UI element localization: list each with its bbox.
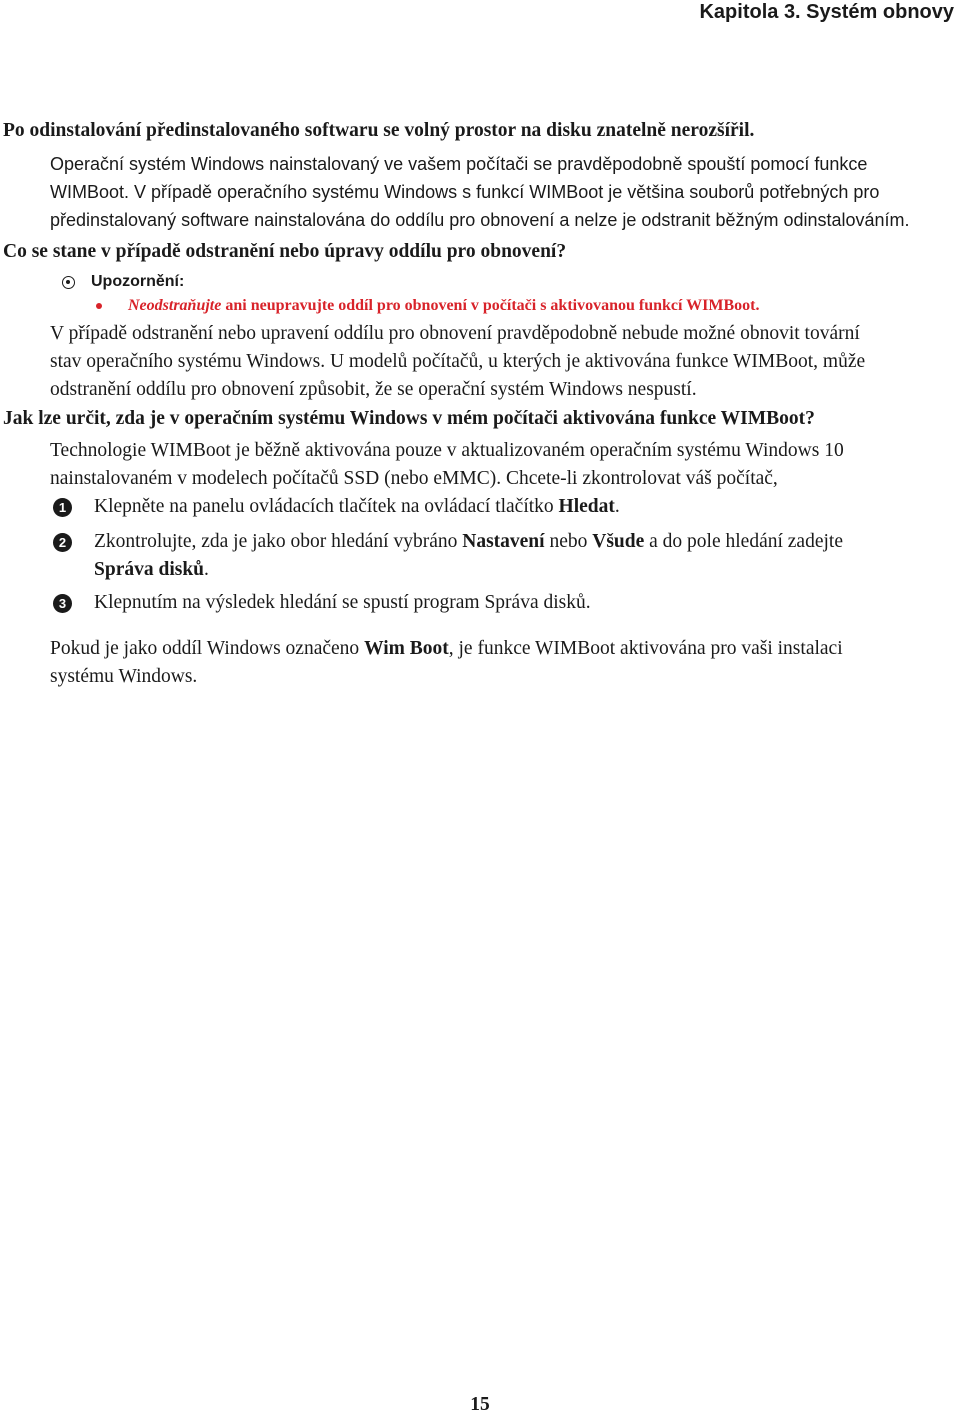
step-text-bold: Hledat bbox=[558, 496, 615, 517]
paragraph-line: stav operačního systému Windows. U modelů počítačů, u kterých je aktivována funkce WIMBoot, může bbox=[50, 351, 866, 372]
step-text-part: Klepněte na panelu ovládacích tlačítek na ovládací tlačítko bbox=[94, 496, 559, 517]
notice-title: Upozornění: bbox=[91, 273, 185, 290]
page-number: 15 bbox=[470, 1394, 490, 1415]
paragraph-line: WIMBoot. V případě operačního systému Windows s funkcí WIMBoot je většina souborů potřebných pro bbox=[50, 182, 880, 202]
paragraph-wimboot-result bbox=[50, 635, 950, 691]
step-number-2: 2 bbox=[53, 533, 72, 552]
step-text-part: nebo bbox=[544, 531, 593, 552]
warning-emphasis: Neodstraňujte bbox=[128, 297, 222, 314]
step-text bbox=[94, 528, 843, 584]
paragraph-line: systému Windows. bbox=[50, 666, 198, 687]
paragraph-text-part: Pokud je jako oddíl Windows označeno bbox=[50, 638, 365, 659]
warning-item bbox=[96, 294, 760, 318]
chapter-header: Kapitola 3. Systém obnovy bbox=[699, 1, 954, 23]
bullet-icon bbox=[96, 303, 102, 309]
step-number-3: 3 bbox=[53, 594, 72, 613]
paragraph-wimboot-check bbox=[50, 437, 950, 493]
step-number-1: 1 bbox=[53, 498, 72, 517]
paragraph-line: Technologie WIMBoot je běžně aktivována pouze v aktualizovaném operačním systému Windows 10 bbox=[50, 440, 844, 461]
step-text-part: Zkontrolujte, zda je jako obor hledání vybráno bbox=[94, 531, 463, 552]
paragraph-line: Operační systém Windows nainstalovaný ve vašem počítači se pravděpodobně spouští pomocí funkce bbox=[50, 154, 868, 174]
step-text-bold: Všude bbox=[592, 531, 645, 552]
notice-icon bbox=[62, 276, 75, 289]
step-text-bold: Nastavení bbox=[462, 531, 545, 552]
paragraph-text-part: , je funkce WIMBoot aktivována pro vaši instalaci bbox=[448, 638, 843, 659]
paragraph-consequences bbox=[50, 320, 950, 404]
warning-text bbox=[128, 297, 760, 315]
notice-header bbox=[62, 270, 184, 294]
step-text-part: a do pole hledání zadejte bbox=[644, 531, 843, 552]
warning-rest: ani neupravujte oddíl pro obnovení v počítači s aktivovanou funkcí WIMBoot. bbox=[221, 297, 760, 314]
step-text-bold: Správa disků bbox=[94, 559, 205, 580]
question-heading-2: Co se stane v případě odstranění nebo úpravy oddílu pro obnovení? bbox=[3, 241, 567, 262]
step-text bbox=[94, 493, 620, 521]
paragraph-bold: Wim Boot bbox=[364, 638, 449, 659]
question-heading-3: Jak lze určit, zda je v operačním systému Windows v mém počítači aktivována funkce WIMBoot? bbox=[3, 408, 815, 429]
paragraph-line: odstranění oddílu pro obnovení způsobit, že se operační systém Windows nespustí. bbox=[50, 379, 697, 400]
step-text-part: . bbox=[614, 496, 620, 517]
step-text-part: . bbox=[204, 559, 209, 580]
paragraph-line: nainstalovaném v modelech počítačů SSD (nebo eMMC). Chcete-li zkontrolovat váš počítač, bbox=[50, 468, 778, 489]
paragraph-line: předinstalovaný software nainstalována do oddílu pro obnovení a nelze je odstranit běžným odinstalováním. bbox=[50, 210, 910, 230]
step-text: Klepnutím na výsledek hledání se spustí program Správa disků. bbox=[94, 592, 591, 613]
question-heading-1: Po odinstalování předinstalovaného softwaru se volný prostor na disku znatelně nerozšířil. bbox=[3, 120, 755, 141]
paragraph-line: V případě odstranění nebo upravení oddílu pro obnovení pravděpodobně nebude možné obnovit tovární bbox=[50, 323, 860, 344]
paragraph-wimboot-intro bbox=[50, 150, 950, 234]
